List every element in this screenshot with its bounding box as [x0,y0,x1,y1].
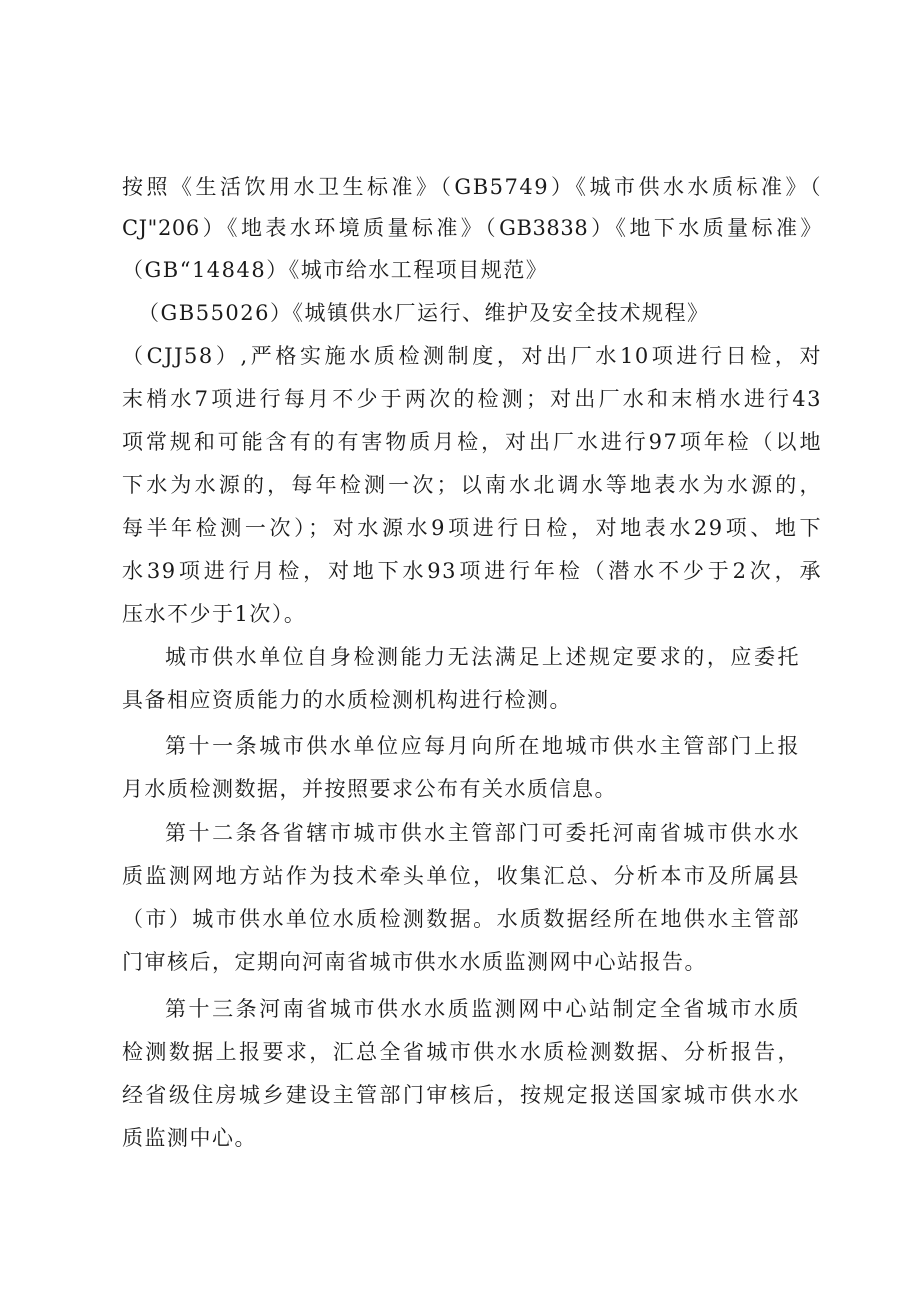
text-line: 经省级住房城乡建设主管部门审核后，按规定报送国家城市供水水 [122,1083,800,1107]
text-line: 月水质检测数据，并按照要求公布有关水质信息。 [122,777,617,801]
text-line: 项常规和可能含有的有害物质月检，对出厂水进行97项年检（以地 [122,430,822,454]
text-line: （市）城市供水单位水质检测数据。水质数据经所在地供水主管部 [122,907,800,931]
text-line: 具备相应资质能力的水质检测机构进行检测。 [122,688,572,712]
paragraph-first-line: 第十三条河南省城市供水水质监测网中心站制定全省城市水质 [165,997,800,1021]
text-line: 末梢水7项进行每月不少于两次的检测；对出厂水和末梢水进行43 [122,387,822,411]
text-line: CJ"206）《地表水环境质量标准》（GB3838）《地下水质量标准》 [122,216,822,240]
text-line: 下水为水源的，每年检测一次；以南水北调水等地表水为水源的， [122,473,822,497]
text-line: 每半年检测一次）；对水源水9项进行日检，对地表水29项、地下 [122,516,822,540]
text-line: 压水不少于1次）。 [122,602,307,626]
paragraph-first-line: 第十一条城市供水单位应每月向所在地城市供水主管部门上报 [165,734,800,758]
paragraph-first-line: 第十二条各省辖市城市供水主管部门可委托河南省城市供水水 [165,821,800,845]
text-line: 质监测中心。 [122,1126,257,1150]
text-line: （GB55026）《城镇供水厂运行、维护及安全技术规程》 [138,301,710,325]
text-line: 检测数据上报要求，汇总全省城市供水水质检测数据、分析报告， [122,1040,800,1064]
text-line: 质监测网地方站作为技术牵头单位，收集汇总、分析本市及所属县 [122,864,800,888]
text-line: 水39项进行月检，对地下水93项进行年检（潜水不少于2次，承 [122,559,822,583]
text-line: （GB“14848）《城市给水工程项目规范》 [122,258,549,282]
text-line: 门审核后，定期向河南省城市供水水质监测网中心站报告。 [122,950,707,974]
text-line: （CJJ58）,严格实施水质检测制度，对出厂水10项进行日检，对 [122,344,822,368]
paragraph-first-line: 城市供水单位自身检测能力无法满足上述规定要求的，应委托 [165,645,800,669]
text-line: 按照《生活饮用水卫生标准》（GB5749）《城市供水水质标准》（ [122,175,822,199]
